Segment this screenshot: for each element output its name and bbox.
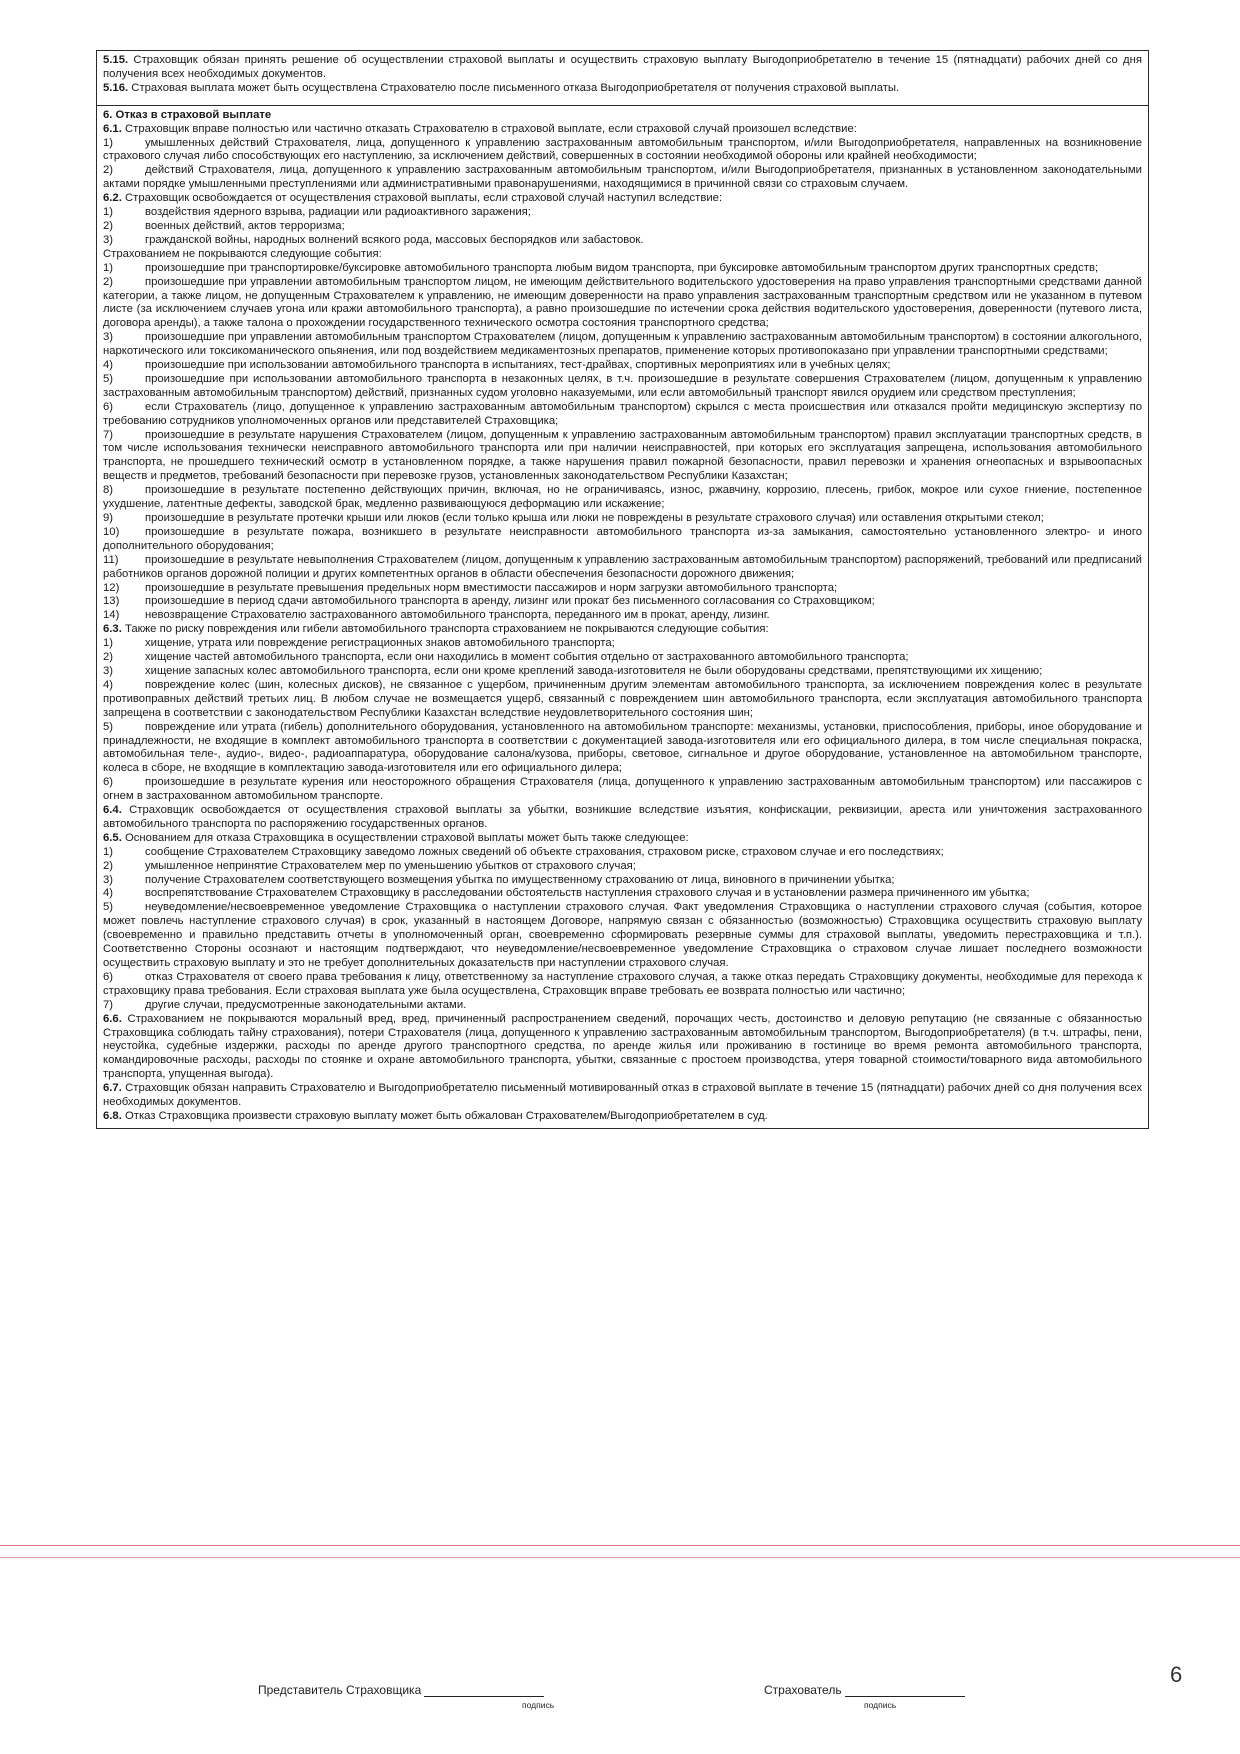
clause-number: 6.2. [103,192,122,205]
clause-number: 6.6. [103,1012,122,1025]
list-6-1 [103,137,1142,193]
list-item-number: 4) [103,359,114,372]
clause-number: 6.3. [103,623,122,636]
list-item-text: воздействия ядерного взрыва, радиации или радиоактивного заражения; [145,206,531,219]
list-item [103,901,1142,971]
list-item [103,860,1142,874]
scan-artifact-line [0,1545,1240,1546]
list-not-covered [103,262,1142,624]
list-item-number: 3) [103,233,114,246]
list-item-number: 13) [103,595,120,608]
list-item [103,721,1142,777]
list-item-number: 1) [103,637,114,650]
list-item [103,846,1142,860]
list-item [103,971,1142,999]
list-item-text: умышленное непринятие Страхователем мер по уменьшению убытков от страхового случая; [145,859,636,872]
list-item-number: 2) [103,859,114,872]
signature-caption: подпись [864,1700,897,1710]
list-item [103,137,1142,165]
clause-5-15 [103,54,1142,82]
list-item-text: произошедшие в результате нарушения Страхователем (лицом, допущенным к управлению застрахованным автомобильным транспортом) правил эксплуатации транспортных средств, в том числе использования технически неисправного автомобильного транспорта или при наличии неисправностей, при которых его эксплуатация запрещена, использования автомобильного транспорта, не прошедшего технический осмотр в установленном порядке, а также нарушения правил пожарной безопасности, правил перевозки и хранения огнеопасных и взрывоопасных веществ и предметов, требований безопасности при перевозке грузов, установленных законодательством Республики Казахстан; [103,428,1142,483]
list-item-number: 7) [103,428,114,441]
list-item-number: 2) [103,651,114,664]
list-item [103,234,1142,248]
list-item-text: сообщение Страхователем Страховщику заведомо ложных сведений об объекте страхования, страховом риске, страховом случае и его последствиях; [145,845,944,858]
clause-text: Страховщик обязан принять решение об осуществлении страховой выплаты и осуществить страховую выплату Выгодоприобретателю в течение 15 (пятнадцати) рабочих дней со дня получения всех необходимых документов. [103,54,1142,80]
clause-6-4 [103,804,1142,832]
list-item-number: 1) [103,206,114,219]
list-item [103,262,1142,276]
list-item-text: произошедшие в результате превышения предельных норм вместимости пассажиров и норм загрузки автомобильного транспорта; [145,581,838,594]
not-covered-intro: Страхованием не покрываются следующие события: [103,247,382,260]
clause-number: 5.15. [103,54,129,66]
list-item-number: 6) [103,776,114,789]
list-item-text: неуведомление/несвоевременное уведомление Страховщика о наступлении страхового случая. Факт уведомления Страховщика о наступлении страхового случая (события, которое может повлечь наступление страхового случая) в срок, указанный в настоящем Договоре, напрямую связан с обязанностью (возможностью) Страховщика осуществить страховую выплату (своевременно и правильно представить отчеты в уполномоченный орган, своевременно сформировать резервные суммы для страховой выплаты, уведомить перестраховщика и т.п.). Соответственно Стороны осознают и настоящим подтверждают, что неуведомление/несвоевременное уведомление Страховщика о страховом случае лишает последнего возможности осуществить страховую выплату и это не требует дополнительных доказательств при наступлении страхового случая. [103,901,1142,969]
list-item [103,276,1142,332]
list-item-number: 12) [103,581,120,594]
clause-6-3 [103,623,1142,637]
scan-artifact-line [0,1557,1240,1558]
insurer-rep-label: Представитель Страховщика [258,1683,422,1697]
section-5-end [97,51,1148,105]
list-item [103,999,1142,1013]
list-item-number: 11) [103,553,119,566]
list-item-text: произошедшие при транспортировке/буксировке автомобильного транспорта любым видом транспорта, при буксировке автомобильным транспортом других транспортных средств; [145,261,1099,274]
clause-text: Отказ Страховщика произвести страховую выплату может быть обжалован Страхователем/Выгодоприобретателем в суд. [121,1109,768,1122]
list-item [103,206,1142,220]
list-item [103,595,1142,609]
list-item-number: 9) [103,512,114,524]
clause-number: 5.16. [103,81,129,94]
clause-6-7 [103,1082,1142,1110]
list-item-text: произошедшие в результате невыполнения Страхователем (лицом, допущенным к управлению застрахованным автомобильным транспортом) распоряжений, требований или предписаний работников органов дорожной полиции и других компетентных органов в области обеспечения безопасности дорожного движения; [103,553,1142,580]
list-item-text: повреждение колес (шин, колесных дисков), не связанное с ущербом, причиненным другим элементам автомобильного транспорта, за исключением повреждения колес в результате противоправных действий третьих лиц. В любом случае не возмещается ущерб, связанный с повреждением шин автомобильного транспорта, если эксплуатация автомобильного транспорта запрещена в соответствии с законодательством Республики Казахстан вследствие неудовлетворительного состояния шин; [103,678,1142,719]
list-item [103,582,1142,596]
list-item [103,665,1142,679]
list-item-text: повреждение или утрата (гибель) дополнительного оборудования, установленного на автомобильном транспорте: механизмы, установки, приспособления, приборы, иное оборудование и принадлежности, не входящие в комплект автомобильного транспорта в соответствии с документацией завода-изготовителя или его официального дилера, в том числе специальная покраска, автомобильная теле-, аудио-, видео-, радиоаппаратура, оборудование салона/кузова, приборы, световое, сигнальное и другое оборудование, установленное на автомобильном транспорте, колеса в сборе, не входящие в комплектацию завода-изготовителя или его официального дилера; [103,720,1142,775]
list-item [103,609,1142,623]
clause-text: Страхованием не покрываются моральный вред, вред, причиненный распространением сведений, порочащих честь, достоинство и деловую репутацию (не связанные с обязанностью Страховщика соблюдать тайну страхования), потери Страхователя (лица, допущенного к управлению застрахованным автомобильным транспортом, Выгодоприобретателя) (в т.ч. штрафы, пени, неустойка, судебные издержки, расходы по аренде другого транспортного средства, по аренде жилья или проживанию в гостинице во время ремонта автомобильного транспорта, командировочные расходы, расходы по стоянке и охране автомобильного транспорта, убытки, связанные с простоем производства, утеря товарной стоимости/товарного вида автомобильного транспорта, упущенная выгода). [103,1012,1142,1081]
list-item-text: получение Страхователем соответствующего возмещения убытка по имущественному страхованию от лица, виновного в причинении убытка; [145,873,895,886]
list-item [103,874,1142,888]
list-item [103,373,1142,401]
insured-signature-block [764,1683,965,1710]
list-item-text: действий Страхователя, лица, допущенного к управлению застрахованным автомобильным транспортом, и/или Выгодоприобретателя, признанных в установленном законодательными актами порядке умышленными преступлениями или административными правонарушениями, находящимися в причинной связи со страховым случаем. [103,164,1142,191]
clause-number: 6.5. [103,831,122,844]
list-item-number: 2) [103,275,114,288]
list-item-number: 5) [103,901,114,914]
list-item-text: произошедшие в период сдачи автомобильного транспорта в аренду, лизинг или прокат без письменного согласования со Страховщиком; [145,595,875,608]
list-item-text: отказ Страхователя от своего права требования к лицу, ответственному за наступление страхового случая, а также отказ передать Страховщику документы, необходимые для перехода к страховщику права требования. Если страховая выплата уже была осуществлена, Страховщик вправе требовать ее возврата полностью или частично; [103,970,1142,997]
list-item-text: произошедшие в результате пожара, возникшего в результате неисправности автомобильного транспорта из-за замыкания, самостоятельно установленного электро- и иного дополнительного оборудования; [103,525,1142,552]
clause-6-8 [103,1110,1142,1124]
list-item-number: 3) [103,873,114,886]
list-item-number: 4) [103,887,114,900]
clause-number: 6.4. [103,804,122,817]
signature-line [845,1684,965,1697]
list-item [103,887,1142,901]
list-item [103,359,1142,373]
list-item [103,484,1142,512]
list-item-number: 1) [103,136,114,149]
list-item [103,512,1142,526]
list-item-text: произошедшие в результате протечки крыши или люков (если только крыша или люки не повреждены в результате страхового случая) или оставления открытыми стекол; [145,512,1044,524]
clause-text: Страховая выплата может быть осуществлена Страхователю после письменного отказа Выгодоприобретателя от получения страховой выплаты. [128,81,900,94]
list-item-number: 5) [103,720,114,733]
document-frame [96,50,1149,1129]
list-item [103,429,1142,485]
list-item-number: 3) [103,664,114,677]
clause-5-16 [103,82,1142,96]
list-item [103,637,1142,651]
clause-text: Страховщик освобождается от осуществления страховой выплаты, если страховой случай наступил вследствие: [121,192,723,205]
list-item-text: произошедшие при использовании автомобильного транспорта в испытаниях, тест-драйвах, спортивных мероприятиях или в учебных целях; [145,359,891,372]
list-6-2 [103,206,1142,248]
list-item-text: произошедшие при управлении автомобильным транспортом Страхователем (лицом, допущенным к управлению застрахованным автомобильным транспортом) в состоянии алкогольного, наркотического или токсикоманического опьянения, или под воздействием медикаментозных препаратов, применение которых противопоказано при управлении транспортными средствами; [103,331,1142,358]
list-item [103,526,1142,554]
list-item-text: хищение запасных колес автомобильного транспорта, если они кроме креплений завода-изготовителя не были оборудованы средствами, препятствующими их хищению; [145,664,1043,677]
list-item-number: 3) [103,331,114,344]
list-item-text: произошедшие при использовании автомобильного транспорта в незаконных целях, в т.ч. произошедшие в результате совершения Страхователем (лицом, допущенным к управлению застрахованным автомобильным транспортом) действий, признанных судом уголовно наказуемыми, или если автомобильный транспорт явился орудием или средством преступления; [103,372,1142,399]
list-item-number: 10) [103,525,120,538]
list-item [103,776,1142,804]
list-item-text: другие случаи, предусмотренные законодательными актами. [145,998,467,1011]
page-number: 6 [1170,1662,1183,1687]
clause-6-5 [103,832,1142,846]
clause-number: 6.7. [103,1082,122,1095]
list-item [103,331,1142,359]
signature-line [424,1684,544,1697]
list-item-number: 6) [103,400,114,413]
list-item-number: 7) [103,998,114,1011]
list-item-number: 14) [103,609,120,622]
list-item [103,220,1142,234]
clause-text: Страховщик освобождается от осуществления страховой выплаты за убытки, возникшие вследствие изъятия, конфискации, реквизиции, ареста или уничтожения застрахованного автомобильного транспорта по распоряжению государственных органов. [103,804,1142,830]
section-title: 6. Отказ в страховой выплате [103,108,272,121]
clause-text: Страховщик обязан направить Страхователю и Выгодоприобретателю письменный мотивированный отказ в страховой выплате в течение 15 (пятнадцати) рабочих дней со дня получения всех необходимых документов. [103,1082,1142,1109]
list-item-text: воспрепятствование Страхователем Страховщику в расследовании обстоятельств наступления страхового случая и в установлении размера причиненного им убытка; [145,887,1030,900]
clause-6-2 [103,192,1142,206]
list-item-text: хищение частей автомобильного транспорта, если они находились в момент события отдельно от застрахованного автомобильного транспорта; [145,651,909,664]
clause-number: 6.1. [103,122,122,135]
list-item [103,679,1142,721]
clause-text: Страховщик вправе полностью или частично отказать Страхователю в страховой выплате, если страховой случай произошел вследствие: [121,122,857,135]
clause-text: Основанием для отказа Страховщика в осуществлении страховой выплаты может быть также следующее: [121,831,689,844]
list-item-number: 1) [103,261,114,274]
list-item-text: военных действий, актов терроризма; [145,219,345,232]
list-6-3 [103,637,1142,804]
signature-caption: подпись [522,1700,555,1710]
list-item-text: невозвращение Страхователю застрахованного автомобильного транспорта, переданного им в прокат, аренду, лизинг. [145,609,770,622]
list-item-number: 1) [103,845,114,858]
clause-text: Также по риску повреждения или гибели автомобильного транспорта страхованием не покрываются следующие события: [121,623,769,636]
insured-label: Страхователь [764,1683,842,1697]
list-item-text: если Страхователь (лицо, допущенное к управлению застрахованным автомобильным транспортом) скрылся с места происшествия или отказался пройти медицинскую экспертизу по требованию сотрудников уполномоченных органов или представителей Страховщика; [103,400,1142,427]
section-6 [97,105,1148,1128]
list-item-number: 4) [103,678,114,691]
list-item-text: умышленных действий Страхователя, лица, допущенного к управлению застрахованным автомобильным транспортом, и/или Выгодоприобретателя, направленных на возникновение страхового случая либо способствующих его наступлению, за исключением действий, совершенных в состоянии необходимой обороны или крайней необходимости; [103,136,1142,163]
list-item-text: произошедшие в результате курения или неосторожного обращения Страхователя (лица, допущенного к управлению застрахованным автомобильным транспортом) или пассажиров с огнем в застрахованном автомобильном транспорте. [103,776,1142,803]
list-item-number: 6) [103,970,114,983]
list-item-number: 8) [103,484,114,497]
list-item-number: 5) [103,372,114,385]
list-6-5 [103,846,1142,1013]
list-item [103,554,1142,582]
list-item [103,164,1142,192]
clause-6-1 [103,123,1142,137]
list-item [103,401,1142,429]
list-item-number: 2) [103,164,114,177]
insurer-signature-block [258,1683,555,1710]
list-item [103,651,1142,665]
clause-number: 6.8. [103,1109,122,1122]
list-item-text: произошедшие при управлении автомобильным транспортом лицом, не имеющим действительного водительского удостоверения на право управления транспортными средствами данной категории, а также лицом, не допущенным Страхователем к управлению, не имеющим доверенности на право управления застрахованным транспортным средством или не указанном в путевом листе (за исключением случаев угона или кражи автомобильного транспорта), а равно произошедшие по истечении срока действия водительского удостоверения, доверенности (путевого листа, договора аренды), а также талона о прохождении государственного технического осмотра состояния транспортного средства; [103,275,1142,330]
list-item-number: 2) [103,219,114,232]
list-item-text: гражданской войны, народных волнений всякого рода, массовых беспорядков или забастовок. [145,233,644,246]
list-item-text: произошедшие в результате постепенно действующих причин, включая, но не ограничиваясь, износ, ржавчину, коррозию, плесень, грибок, мокрое или сухое гниение, постепенное ухудшение, латентные дефекты, заводской брак, медленно развивающуюся деформацию или искажение; [103,484,1142,511]
list-item-text: хищение, утрата или повреждение регистрационных знаков автомобильного транспорта; [145,637,615,650]
clause-6-6 [103,1013,1142,1083]
